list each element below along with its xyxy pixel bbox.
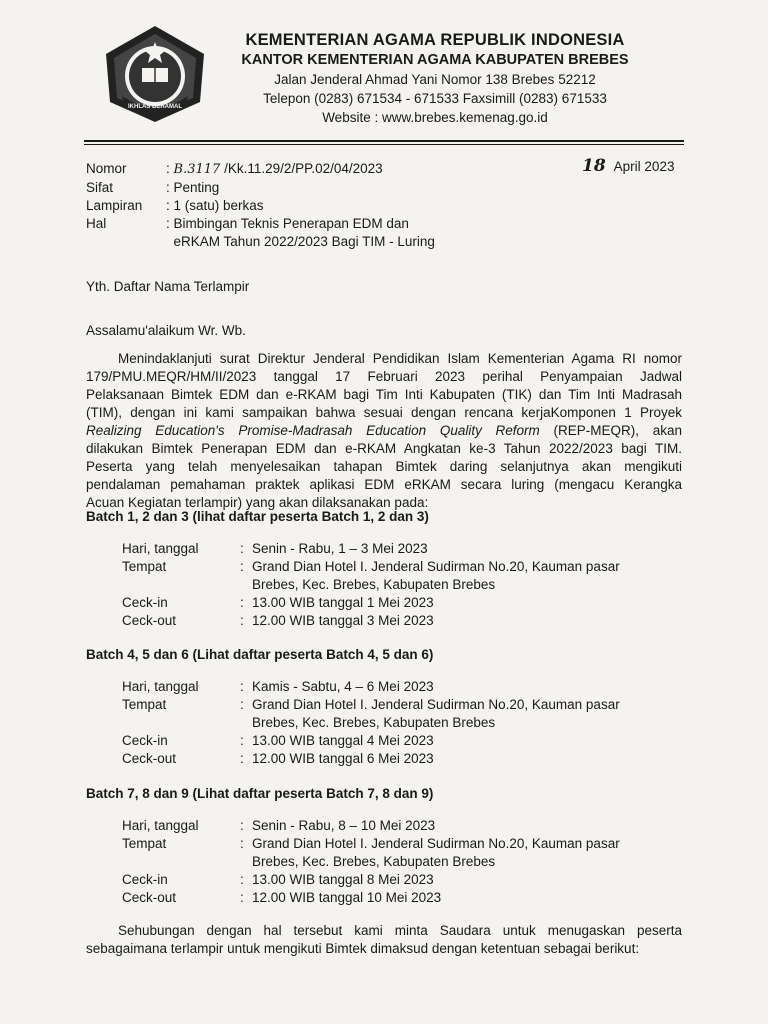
intro-paragraph [86,350,682,512]
batch-schedule [122,817,682,907]
batch-heading: Batch 7, 8 dan 9 (Lihat daftar peserta Batch 7, 8 dan 9) [86,786,434,801]
intro-line: Peserta yang telah menyelesaikan tahapan Bimtek daring selanjutnya akan mengikuti [86,459,682,474]
schedule-row: Tempat : Grand Dian Hotel I. Jenderal Sudirman No.20, Kauman pasar [122,836,620,851]
header-divider-thin [84,144,684,145]
schedule-row: Brebes, Kec. Brebes, Kabupaten Brebes [252,715,496,730]
meta-value: /Kk.11.29/2/PP.02/04/2023 [224,161,383,176]
schedule-row: Ceck-in : 13.00 WIB tanggal 1 Mei 2023 [122,595,434,610]
handwritten-number: B.3117 [173,162,221,177]
project-abbrev: (REP-MEQR), akan [539,423,682,438]
date-month-year: April 2023 [613,159,675,174]
greeting: Assalamu'alaikum Wr. Wb. [86,323,246,338]
intro-line: Pelaksanaan Bimtek EDM dan e-RKAM bagi Tim Inti Kabupaten (TIK) dan Tim Inti Madrasah [86,387,682,402]
schedule-row: Brebes, Kec. Brebes, Kabupaten Brebes [252,577,496,592]
schedule-row: Hari, tanggal : Kamis - Sabtu, 4 – 6 Mei 2023 [122,679,434,694]
letter-date [582,156,674,176]
header-divider [84,140,684,142]
meta-label: Lampiran [86,198,143,213]
intro-line: pendalaman pemahaman praktek aplikasi EDM eRKAM secara luring (mengacu Kerangka [86,477,682,492]
intro-line: dilakukan Bimtek Penerapan EDM dan e-RKAM Angkatan ke-3 Tahun 2022/2023 bagi TIM. [86,441,682,456]
intro-line: Menindaklanjuti surat Direktur Jenderal Pendidikan Islam Kementerian Agama RI nomor [118,351,682,366]
intro-line: 179/PMU.MEQR/HM/II/2023 tanggal 17 Februari 2023 perihal Penyampaian Jadwal [86,369,682,384]
office-name: KANTOR KEMENTERIAN AGAMA KABUPATEN BREBES [241,52,629,68]
schedule-row: Brebes, Kec. Brebes, Kabupaten Brebes [252,854,496,869]
meta-value: : Penting [166,180,220,195]
batch-heading: Batch 4, 5 dan 6 (Lihat daftar peserta Batch 4, 5 dan 6) [86,647,434,662]
letter-meta [86,160,586,251]
meta-row-sifat [86,179,586,197]
schedule-row: Ceck-out : 12.00 WIB tanggal 6 Mei 2023 [122,751,434,766]
meta-label: Nomor [86,161,127,176]
meta-row-nomor: Nomor : B.3117 /Kk.11.29/2/PP.02/04/2023 [86,161,383,177]
schedule-row: Ceck-out : 12.00 WIB tanggal 3 Mei 2023 [122,613,434,628]
batch-schedule [122,540,682,630]
closing-line: sebagaimana terlampir untuk mengikuti Bimtek dimaksud dengan ketentuan sebagai berikut: [86,941,640,956]
meta-label: Sifat [86,180,114,195]
schedule-row: Ceck-in : 13.00 WIB tanggal 8 Mei 2023 [122,872,434,887]
meta-row-hal [86,215,586,233]
office-website: Website : www.brebes.kemenag.go.id [322,110,548,125]
project-name: Realizing Education's Promise-Madrasah Education Quality Reform [86,423,540,438]
closing-line: Sehubungan dengan hal tersebut kami minta Saudara untuk menugaskan peserta [118,923,682,938]
ministry-name: KEMENTERIAN AGAMA REPUBLIK INDONESIA [245,31,625,49]
schedule-row: Hari, tanggal : Senin - Rabu, 8 – 10 Mei 2023 [122,818,436,833]
batch-schedule [122,678,682,768]
office-address: Jalan Jenderal Ahmad Yani Nomor 138 Brebes 52212 [274,72,596,87]
handwritten-day: 18 [582,156,606,176]
logo-motto: IKHLAS BERAMAL [128,104,182,110]
schedule-row: Hari, tanggal : Senin - Rabu, 1 – 3 Mei 2023 [122,541,428,556]
schedule-row: Ceck-in : 13.00 WIB tanggal 4 Mei 2023 [122,733,434,748]
meta-row-hal-cont [86,233,586,251]
meta-value: : 1 (satu) berkas [166,198,264,213]
closing-paragraph [86,922,682,958]
recipient: Yth. Daftar Nama Terlampir [86,279,250,294]
meta-row-lampiran [86,197,586,215]
intro-line: Acuan Kegiatan terlampir) yang akan dilaksanakan pada: [86,495,429,510]
meta-label [86,233,166,251]
letterhead [200,30,670,127]
schedule-row: Ceck-out : 12.00 WIB tanggal 10 Mei 2023 [122,890,442,905]
kemenag-logo-icon [96,24,214,124]
schedule-row: Tempat : Grand Dian Hotel I. Jenderal Sudirman No.20, Kauman pasar [122,697,620,712]
schedule-row: Tempat : Grand Dian Hotel I. Jenderal Sudirman No.20, Kauman pasar [122,559,620,574]
meta-label: Hal [86,216,107,231]
intro-line-italic [86,422,682,440]
intro-line: (TIM), dengan ini kami sampaikan bahwa sesuai dengan rencana kerjaKomponen 1 Proyek [86,405,682,420]
office-phone: Telepon (0283) 671534 - 671533 Faxsimill (0283) 671533 [263,91,607,106]
meta-value: : Bimbingan Teknis Penerapan EDM dan [166,216,409,231]
meta-value: eRKAM Tahun 2022/2023 Bagi TIM - Luring [166,234,435,249]
batch-heading: Batch 1, 2 dan 3 (lihat daftar peserta Batch 1, 2 dan 3) [86,509,429,524]
